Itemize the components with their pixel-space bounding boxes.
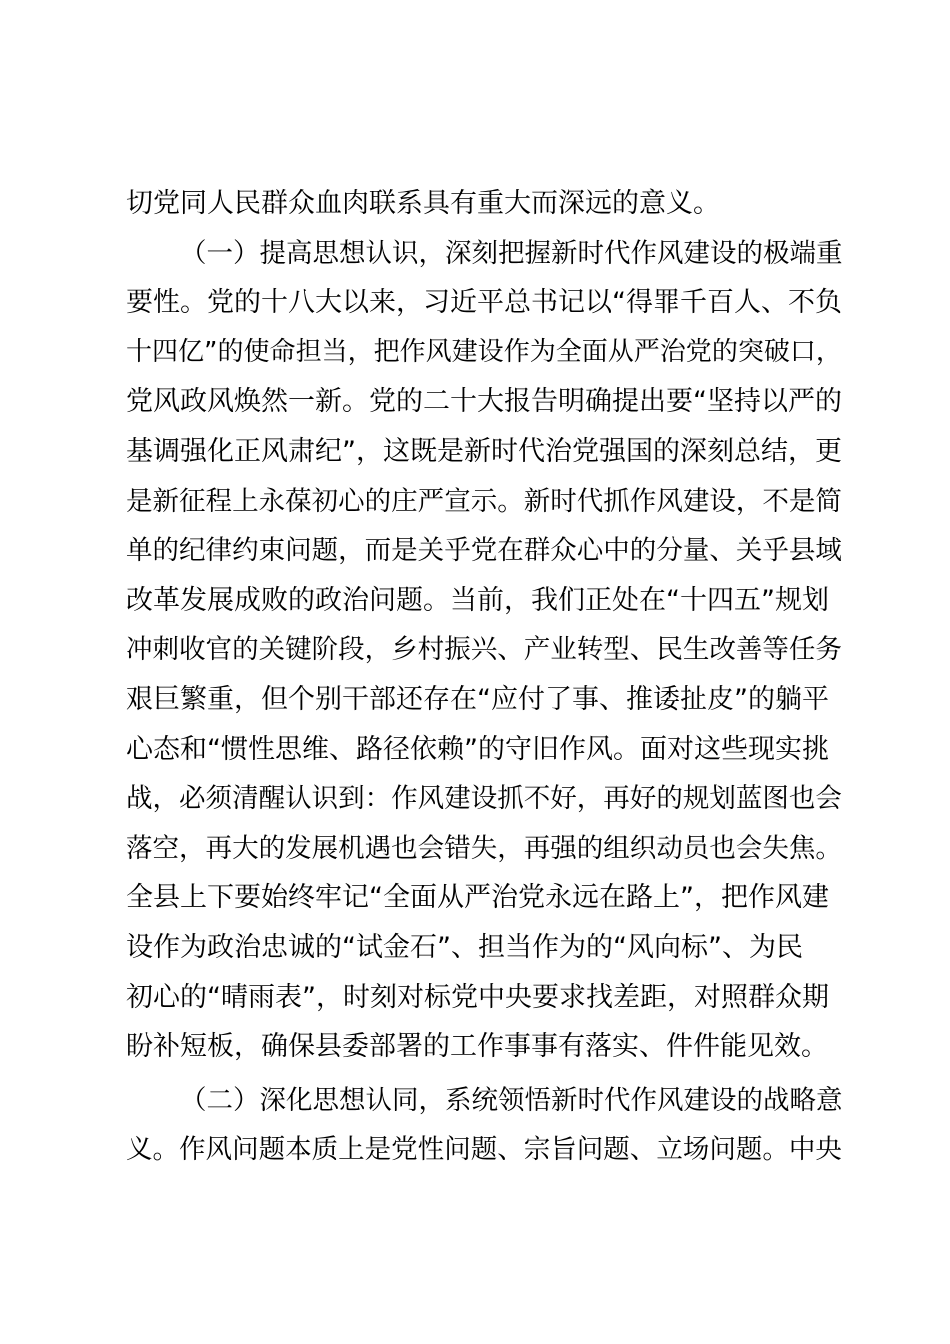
text-line: 冲刺收官的关键阶段，乡村振兴、产业转型、民生改善等任务 xyxy=(126,634,842,666)
text-line: 十四亿”的使命担当，把作风建设作为全面从严治党的突破口， xyxy=(126,336,842,367)
text-line: 落空，再大的发展机遇也会错失，再强的组织动员也会失焦。 xyxy=(126,832,842,864)
text-line: 单的纪律约束问题，而是关乎党在群众心中的分量、关乎县域 xyxy=(126,535,842,567)
text-line: 艰巨繁重，但个别干部还存在“应付了事、推诿扯皮”的躺平 xyxy=(126,683,829,715)
body-text xyxy=(126,179,846,1175)
text-line: 全县上下要始终牢记“全面从严治党永远在路上”，把作风建 xyxy=(126,882,829,914)
text-line: 初心的“晴雨表”，时刻对标党中央要求找差距，对照群众期 xyxy=(126,981,829,1013)
text-line: 设作为政治忠诚的“试金石”、担当作为的“风向标”、为民 xyxy=(126,931,803,963)
text-line: 改革发展成败的政治问题。当前，我们正处在“十四五”规划 xyxy=(126,584,829,616)
text-line: 是新征程上永葆初心的庄严宣示。新时代抓作风建设，不是简 xyxy=(126,485,842,517)
paragraph-heading-line: （二）深化思想认同，系统领悟新时代作风建设的战略意 xyxy=(180,1084,843,1116)
text-line: 心态和“惯性思维、路径依赖”的守旧作风。面对这些现实挑 xyxy=(126,733,829,765)
text-line: 党风政风焕然一新。党的二十大报告明确提出要“坚持以严的 xyxy=(126,386,842,418)
paragraph-heading-line: （一）提高思想认识，深刻把握新时代作风建设的极端重 xyxy=(180,237,843,269)
text-line: 战，必须清醒认识到：作风建设抓不好，再好的规划蓝图也会 xyxy=(126,783,842,815)
text-line: 盼补短板，确保县委部署的工作事事有落实、件件能见效。 xyxy=(126,1031,828,1063)
text-line: 要性。党的十八大以来，习近平总书记以“得罪千百人、不负 xyxy=(126,287,842,319)
text-line: 义。作风问题本质上是党性问题、宗旨问题、立场问题。中央 xyxy=(126,1134,842,1166)
text-line: 基调强化正风肃纪”，这既是新时代治党强国的深刻总结，更 xyxy=(126,435,842,467)
text-line: 切党同人民群众血肉联系具有重大而深远的意义。 xyxy=(126,188,720,219)
